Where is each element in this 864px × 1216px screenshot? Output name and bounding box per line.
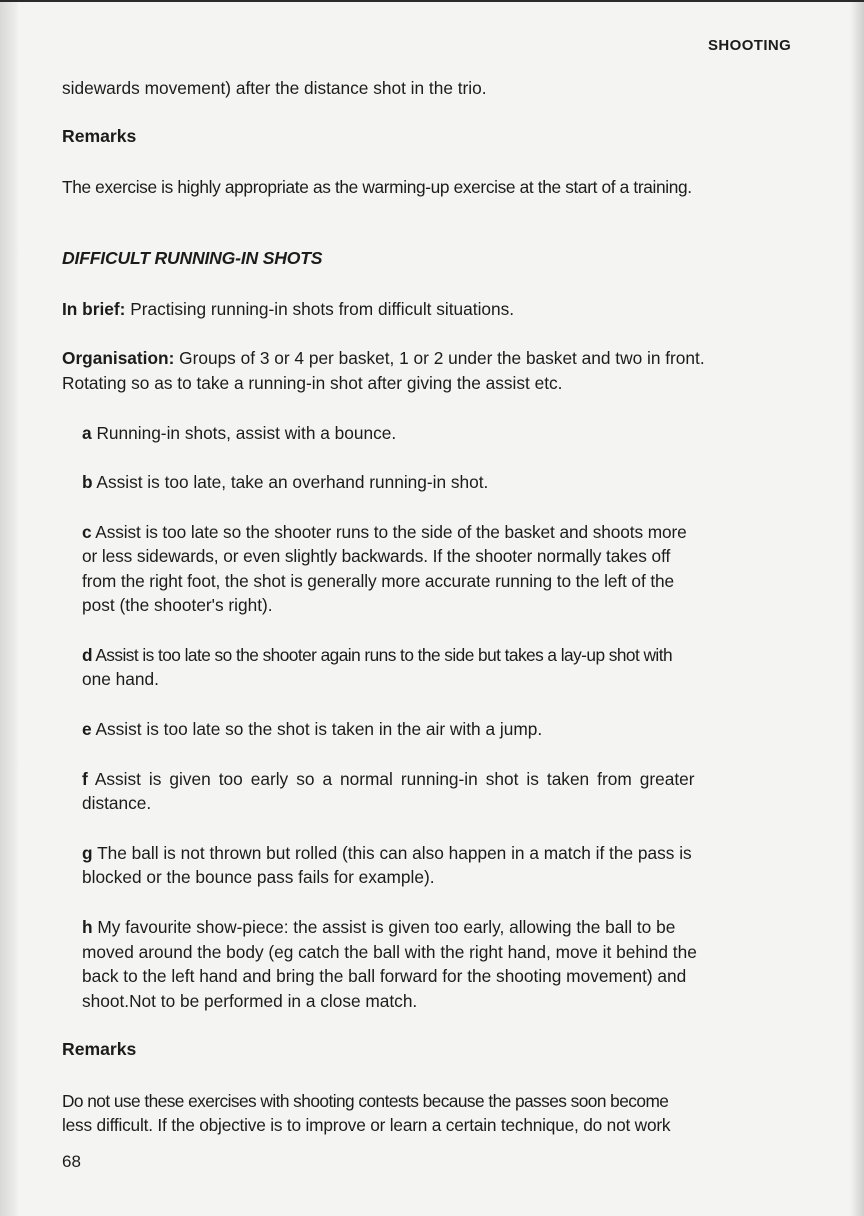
- variation-b: [82, 470, 488, 495]
- variation-letter: f: [82, 769, 88, 789]
- organisation-line-1: [62, 346, 705, 371]
- variation-letter: c: [82, 522, 92, 542]
- in-brief-label: In brief:: [62, 299, 126, 319]
- variation-line: shoot.Not to be performed in a close match.: [82, 991, 418, 1011]
- variation-line: back to the left hand and bring the ball forward for the shooting movement) and: [82, 966, 687, 986]
- variation-letter: g: [82, 843, 93, 863]
- variation-line: My favourite show-piece: the assist is given too early, allowing the ball to be: [97, 917, 676, 937]
- in-brief-paragraph: [62, 297, 514, 322]
- remarks-line: Do not use these exercises with shooting contests because the passes soon become: [62, 1091, 669, 1111]
- remarks-line: less difficult. If the objective is to improve or learn a certain technique, do not work: [62, 1115, 671, 1135]
- variation-line: distance.: [82, 793, 152, 813]
- variation-line: blocked or the bounce pass fails for example).: [82, 867, 435, 887]
- variation-e: [82, 717, 542, 742]
- variation-line: from the right foot, the shot is generally more accurate running to the left of the: [82, 571, 675, 591]
- organisation-line-2: Rotating so as to take a running-in shot after giving the assist etc.: [62, 373, 563, 393]
- variation-line: moved around the body (eg catch the ball with the right hand, move it behind the: [82, 942, 697, 962]
- section-title: DIFFICULT RUNNING-IN SHOTS: [62, 248, 323, 268]
- variation-letter: h: [82, 917, 93, 937]
- variation-letter: e: [82, 719, 92, 739]
- variation-line: one hand.: [82, 669, 159, 689]
- variation-line: Assist is too late so the shooter runs to the side of the basket and shoots more: [95, 522, 687, 542]
- variation-line: Assist is given too early so a normal running-in shot is taken from greater: [94, 769, 695, 789]
- variation-a: [82, 421, 396, 446]
- variation-f: [82, 767, 694, 792]
- organisation-label: Organisation:: [62, 348, 175, 368]
- running-head: SHOOTING: [708, 37, 792, 54]
- variation-g: [82, 841, 692, 866]
- remarks-heading: Remarks: [62, 126, 137, 146]
- variation-line: or less sidewards, or even slightly backwards. If the shooter normally takes off: [82, 546, 671, 566]
- remarks-text: The exercise is highly appropriate as the warming-up exercise at the start of a training.: [62, 177, 692, 197]
- organisation-text: Groups of 3 or 4 per basket, 1 or 2 under the basket and two in front.: [179, 348, 705, 368]
- variation-h: [82, 915, 675, 940]
- variation-line: Assist is too late, take an overhand running-in shot.: [96, 472, 489, 492]
- variation-line: Running-in shots, assist with a bounce.: [96, 423, 397, 443]
- variation-letter: a: [82, 423, 92, 443]
- variation-line: post (the shooter's right).: [82, 595, 273, 615]
- page-number: 68: [62, 1152, 81, 1171]
- page-edge-shadow-right: [850, 0, 864, 1216]
- variation-d: [82, 643, 672, 668]
- variation-line: Assist is too late so the shooter again runs to the side but takes a lay-up shot with: [95, 645, 673, 665]
- in-brief-text: Practising running-in shots from difficult situations.: [130, 299, 515, 319]
- top-rule: [0, 0, 864, 2]
- variation-letter: b: [82, 472, 93, 492]
- variation-line: Assist is too late so the shot is taken in the air with a jump.: [95, 719, 543, 739]
- variation-line: The ball is not thrown but rolled (this can also happen in a match if the pass is: [97, 843, 692, 863]
- page-edge-shadow: [0, 0, 18, 1216]
- remarks-heading: Remarks: [62, 1039, 137, 1059]
- variation-letter: d: [82, 645, 93, 665]
- variation-c: [82, 520, 687, 545]
- intro-line: sidewards movement) after the distance shot in the trio.: [62, 78, 487, 98]
